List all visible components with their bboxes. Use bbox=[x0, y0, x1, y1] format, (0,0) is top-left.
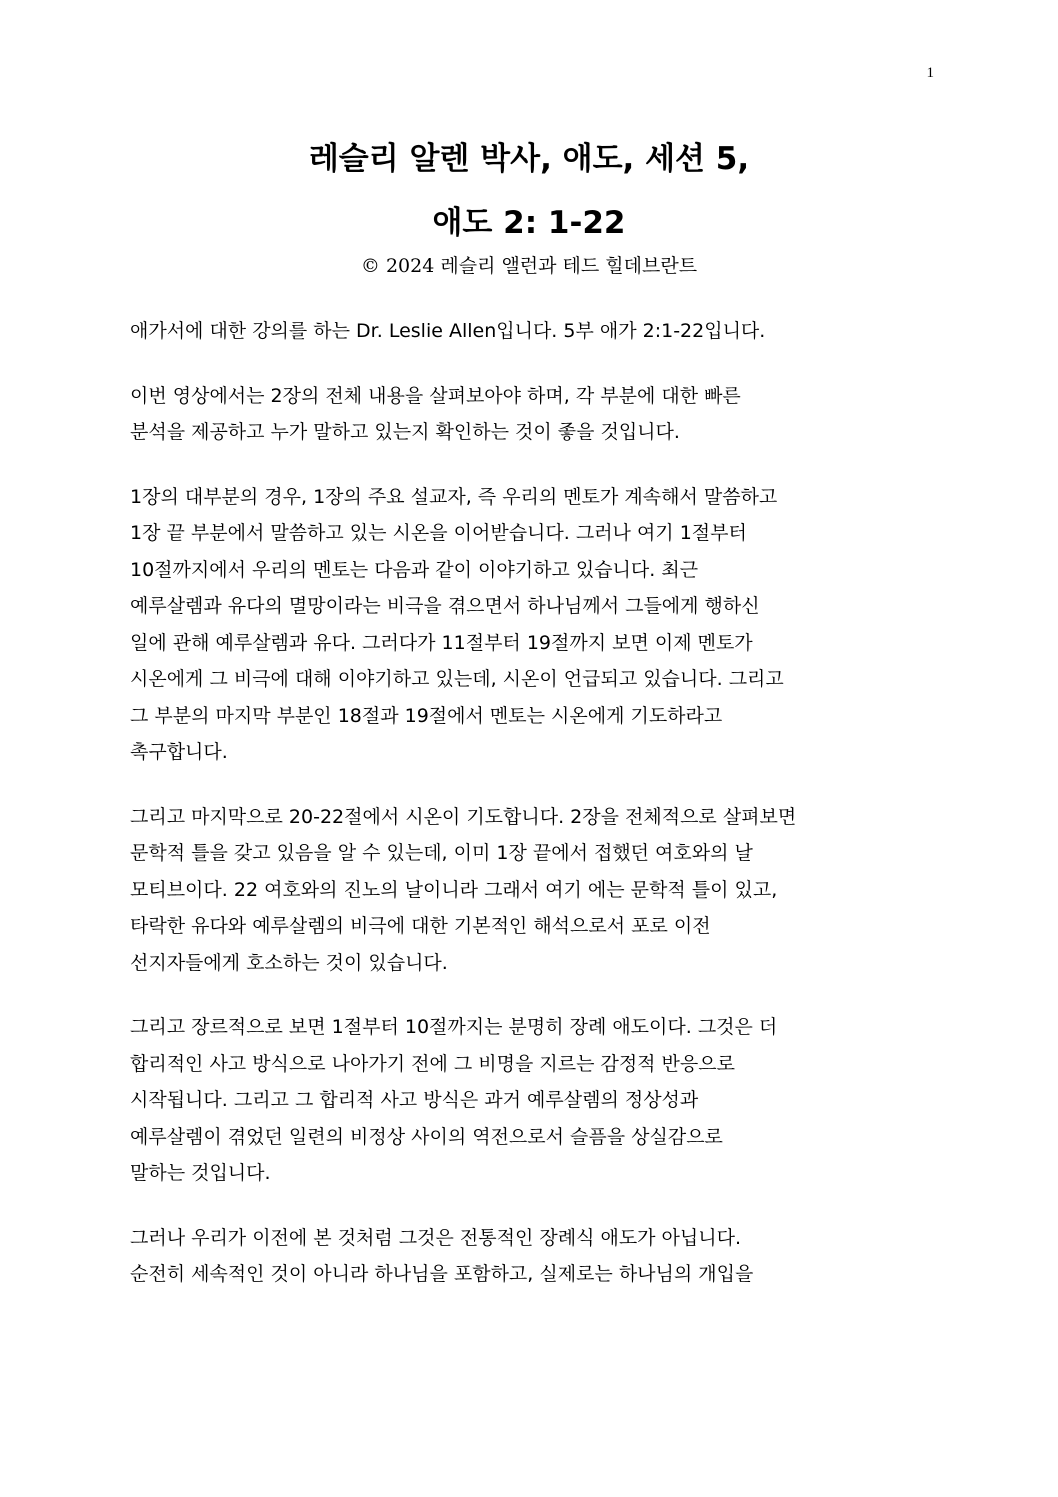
text-line: 1장의 대부분의 경우, 1장의 주요 설교자, 즉 우리의 멘토가 계속해서 말씀하고 bbox=[130, 485, 778, 508]
text-line: 1장 끝 부분에서 말씀하고 있는 시온을 이어받습니다. 그러나 여기 1절부터 bbox=[130, 522, 747, 544]
text-line: 일에 관해 예루살렘과 유다. 그러다가 11절부터 19절까지 보면 이제 멘토가 bbox=[130, 631, 753, 654]
copyright-line: © 2024 레슬리 앨런과 테드 힐데브란트 bbox=[360, 255, 698, 277]
text-line: 문학적 틀을 갖고 있음을 알 수 있는데, 이미 1장 끝에서 접했던 여호와의 날 bbox=[130, 842, 753, 864]
paragraph-literary-frame bbox=[130, 799, 940, 982]
text-line: 촉구합니다. bbox=[130, 741, 228, 763]
text-line: 예루살렘과 유다의 멸망이라는 비극을 겪으면서 하나님께서 그들에게 행하신 bbox=[130, 595, 760, 617]
paragraph-genre bbox=[130, 1009, 940, 1192]
page-number: 1 bbox=[926, 65, 934, 81]
paragraph-intro bbox=[130, 313, 940, 350]
paragraph-funeral-lament bbox=[130, 1220, 940, 1293]
text-line: 타락한 유다와 예루살렘의 비극에 대한 기본적인 해석으로서 포로 이전 bbox=[130, 915, 711, 937]
text-line: 그러나 우리가 이전에 본 것처럼 그것은 전통적인 장례식 애도가 아닙니다. bbox=[130, 1226, 742, 1249]
text-line: 모티브이다. 22 여호와의 진노의 날이니라 그래서 여기 에는 문학적 틀이 있고, bbox=[130, 878, 778, 901]
text-line: 10절까지에서 우리의 멘토는 다음과 같이 이야기하고 있습니다. 최근 bbox=[130, 558, 699, 581]
text-line: 선지자들에게 호소하는 것이 있습니다. bbox=[130, 951, 448, 974]
text-line: 애가서에 대한 강의를 하는 Dr. Leslie Allen입니다. 5부 애가 2:1-22입니다. bbox=[130, 320, 766, 342]
text-line: 이번 영상에서는 2장의 전체 내용을 살펴보아야 하며, 각 부분에 대한 빠른 bbox=[130, 384, 741, 407]
document-title: 레슬리 알렌 박사, 애도, 세션 5, bbox=[308, 141, 750, 177]
text-line: 합리적인 사고 방식으로 나아가기 전에 그 비명을 지르는 감정적 반응으로 bbox=[130, 1052, 735, 1075]
text-line: 분석을 제공하고 누가 말하고 있는지 확인하는 것이 좋을 것입니다. bbox=[130, 421, 680, 443]
paragraph-overview bbox=[130, 378, 940, 451]
text-line: 예루살렘이 겪었던 일련의 비정상 사이의 역전으로서 슬픔을 상실감으로 bbox=[130, 1125, 723, 1148]
text-line: 말하는 것입니다. bbox=[130, 1162, 271, 1184]
text-line: 그 부분의 마지막 부분인 18절과 19절에서 멘토는 시온에게 기도하라고 bbox=[130, 704, 723, 727]
text-line: 시작됩니다. 그리고 그 합리적 사고 방식은 과거 예루살렘의 정상성과 bbox=[130, 1089, 699, 1111]
paragraph-speakers bbox=[130, 479, 940, 771]
document-subtitle: 애도 2: 1-22 bbox=[432, 205, 626, 241]
text-line: 시온에게 그 비극에 대해 이야기하고 있는데, 시온이 언급되고 있습니다. 그리고 bbox=[130, 668, 784, 690]
document-body bbox=[130, 313, 940, 1321]
text-line: 그리고 마지막으로 20-22절에서 시온이 기도합니다. 2장을 전체적으로 살펴보면 bbox=[130, 805, 797, 828]
text-line: 그리고 장르적으로 보면 1절부터 10절까지는 분명히 장례 애도이다. 그것은 더 bbox=[130, 1016, 778, 1038]
text-line: 순전히 세속적인 것이 아니라 하나님을 포함하고, 실제로는 하나님의 개입을 bbox=[130, 1263, 754, 1285]
